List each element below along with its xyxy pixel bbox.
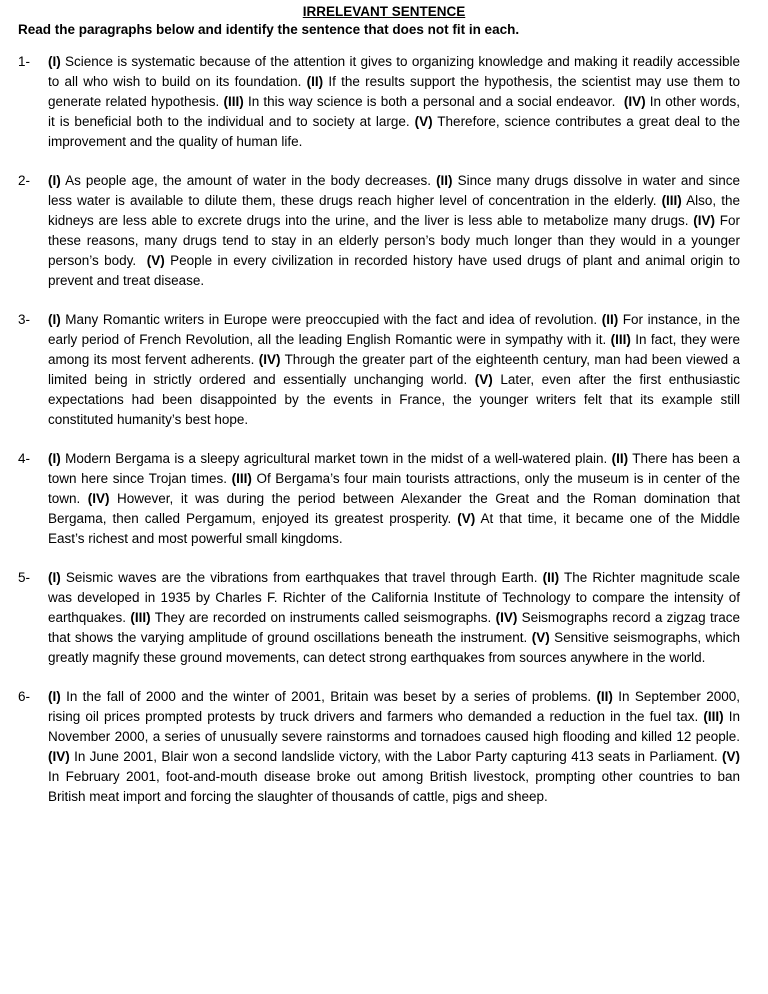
sentence-marker: (II) — [436, 173, 453, 188]
page-title: IRRELEVANT SENTENCE — [302, 4, 466, 19]
sentence-text: Of Bergama’s four main tourists attractions, only the museum is in center of the town. — [48, 471, 744, 506]
sentence-marker: (III) — [610, 332, 631, 347]
sentence-marker: (II) — [542, 570, 560, 585]
sentence-text: There has been a town here since Trojan times. — [48, 451, 744, 486]
sentence-marker: (V) — [474, 372, 493, 387]
question-number: 3- — [18, 312, 31, 327]
sentence-marker: (I) — [48, 570, 61, 585]
question-number: 2- — [18, 173, 31, 188]
question-paragraph — [48, 310, 744, 430]
question-number: 6- — [18, 689, 31, 704]
sentence-text: Through the greater part of the eighteenth century, man had been viewed a limited being in strictly ordered and essentially unchanging world. — [48, 352, 744, 387]
question-item — [18, 449, 744, 549]
sentence-marker: (V) — [457, 511, 476, 526]
question-paragraph — [48, 687, 744, 807]
sentence-marker: (IV) — [87, 491, 110, 506]
sentence-text: They are recorded on instruments called seismographs. — [150, 610, 496, 625]
question-item — [18, 52, 744, 152]
sentence-marker: (I) — [48, 173, 61, 188]
sentence-marker: (II) — [601, 312, 619, 327]
question-item — [18, 310, 744, 430]
sentence-text: Seismic waves are the vibrations from earthquakes that travel through Earth. — [60, 570, 543, 585]
sentence-text: Sensitive seismographs, which greatly magnify these ground movements, can detect strong earthquakes from sources anywhere in the world. — [48, 630, 744, 665]
sentence-text: In other words, it is beneficial both to the individual and to society at large. — [48, 94, 744, 129]
question-paragraph — [48, 171, 744, 291]
question-paragraph — [48, 449, 744, 549]
sentence-text: Science is systematic because of the attention it gives to organizing knowledge and making it readily accessible to all who wish to build on its foundation. — [48, 54, 744, 89]
sentence-marker: (IV) — [48, 749, 70, 764]
sentence-text: Later, even after the first enthusiastic expectations had been disappointed by the events in France, the younger writers felt that its example still constituted humanity’s best hope. — [48, 372, 744, 427]
question-paragraph — [48, 52, 744, 152]
instruction-text: Read the paragraphs below and identify the sentence that does not fit in each. — [18, 22, 520, 37]
sentence-marker: (I) — [48, 451, 61, 466]
sentence-text: Seismographs record a zigzag trace that shows the varying amplitude of ground oscillations beneath the instrument. — [48, 610, 744, 645]
sentence-marker: (I) — [48, 54, 61, 69]
question-number: 4- — [18, 451, 31, 466]
sentence-marker: (V) — [722, 749, 740, 764]
sentence-marker: (I) — [48, 312, 61, 327]
sentence-marker: (IV) — [693, 213, 716, 228]
question-item — [18, 687, 744, 807]
sentence-marker: (V) — [414, 114, 433, 129]
sentence-text: Many Romantic writers in Europe were preoccupied with the fact and idea of revolution. — [60, 312, 602, 327]
sentence-text: Therefore, science contributes a great deal to the improvement and the quality of human life. — [48, 114, 744, 149]
sentence-marker: (IV) — [258, 352, 281, 367]
sentence-text: Modern Bergama is a sleepy agricultural market town in the midst of a well-watered plain. — [60, 451, 612, 466]
question-item — [18, 568, 744, 668]
sentence-marker: (II) — [596, 689, 613, 704]
sentence-text: People in every civilization in recorded history have used drugs of plant and animal origin to prevent and treat disease. — [48, 253, 744, 288]
sentence-marker: (V) — [146, 253, 165, 268]
question-paragraph — [48, 568, 744, 668]
sentence-marker: (II) — [306, 74, 324, 89]
sentence-text: In September 2000, rising oil prices prompted protests by truck drivers and farmers who demanded a reduction in the fuel tax. — [48, 689, 744, 724]
sentence-marker: (IV) — [495, 610, 518, 625]
sentence-text: For these reasons, many drugs tend to stay in an elderly person’s body much longer than they would in a younger person’s body. — [48, 213, 744, 268]
sentence-text: Also, the kidneys are less able to excrete drugs into the urine, and the liver is less able to metabolize many drugs. — [48, 193, 744, 228]
sentence-text: In the fall of 2000 and the winter of 2001, Britain was beset by a series of problems. — [60, 689, 597, 704]
sentence-marker: (III) — [223, 94, 244, 109]
question-item — [18, 171, 744, 291]
sentence-text: As people age, the amount of water in the body decreases. — [60, 173, 437, 188]
sentence-marker: (I) — [48, 689, 61, 704]
sentence-marker: (III) — [661, 193, 682, 208]
question-number: 1- — [18, 54, 31, 69]
sentence-text: However, it was during the period between Alexander the Great and the Roman domination that Bergama, then called Pergamum, enjoyed its greatest prosperity. — [48, 491, 744, 526]
sentence-text: In fact, they were among its most fervent adherents. — [48, 332, 744, 367]
sentence-text: At that time, it became one of the Middle East’s richest and most powerful small kingdoms. — [48, 511, 744, 546]
sentence-marker: (III) — [231, 471, 252, 486]
sentence-marker: (IV) — [623, 94, 646, 109]
question-list — [18, 52, 744, 826]
sentence-text: Since many drugs dissolve in water and since less water is available to dilute them, these drugs reach higher level of concentration in the elderly. — [48, 173, 744, 208]
sentence-text: For instance, in the early period of French Revolution, all the leading English Romantic were in sympathy with it. — [48, 312, 744, 347]
sentence-marker: (III) — [703, 709, 724, 724]
sentence-text: If the results support the hypothesis, the scientist may use them to generate related hypothesis. — [48, 74, 744, 109]
sentence-marker: (V) — [531, 630, 550, 645]
sentence-text: In this way science is both a personal and a social endeavor. — [243, 94, 624, 109]
sentence-text: In February 2001, foot-and-mouth disease broke out among British livestock, prompting other countries to ban British meat import and forcing the slaughter of thousands of cattle, pigs and sheep. — [48, 749, 744, 804]
sentence-marker: (II) — [611, 451, 629, 466]
question-number: 5- — [18, 570, 31, 585]
sentence-marker: (III) — [130, 610, 151, 625]
sentence-text: The Richter magnitude scale was developed in 1935 by Charles F. Richter of the California Institute of Technology to compare the intensity of earthquakes. — [48, 570, 744, 625]
sentence-text: In November 2000, a series of unusually severe rainstorms and tornadoes caused high flooding and killed 12 people. — [48, 709, 744, 744]
sentence-text: In June 2001, Blair won a second landslide victory, with the Labor Party capturing 413 seats in Parliament. — [69, 749, 722, 764]
